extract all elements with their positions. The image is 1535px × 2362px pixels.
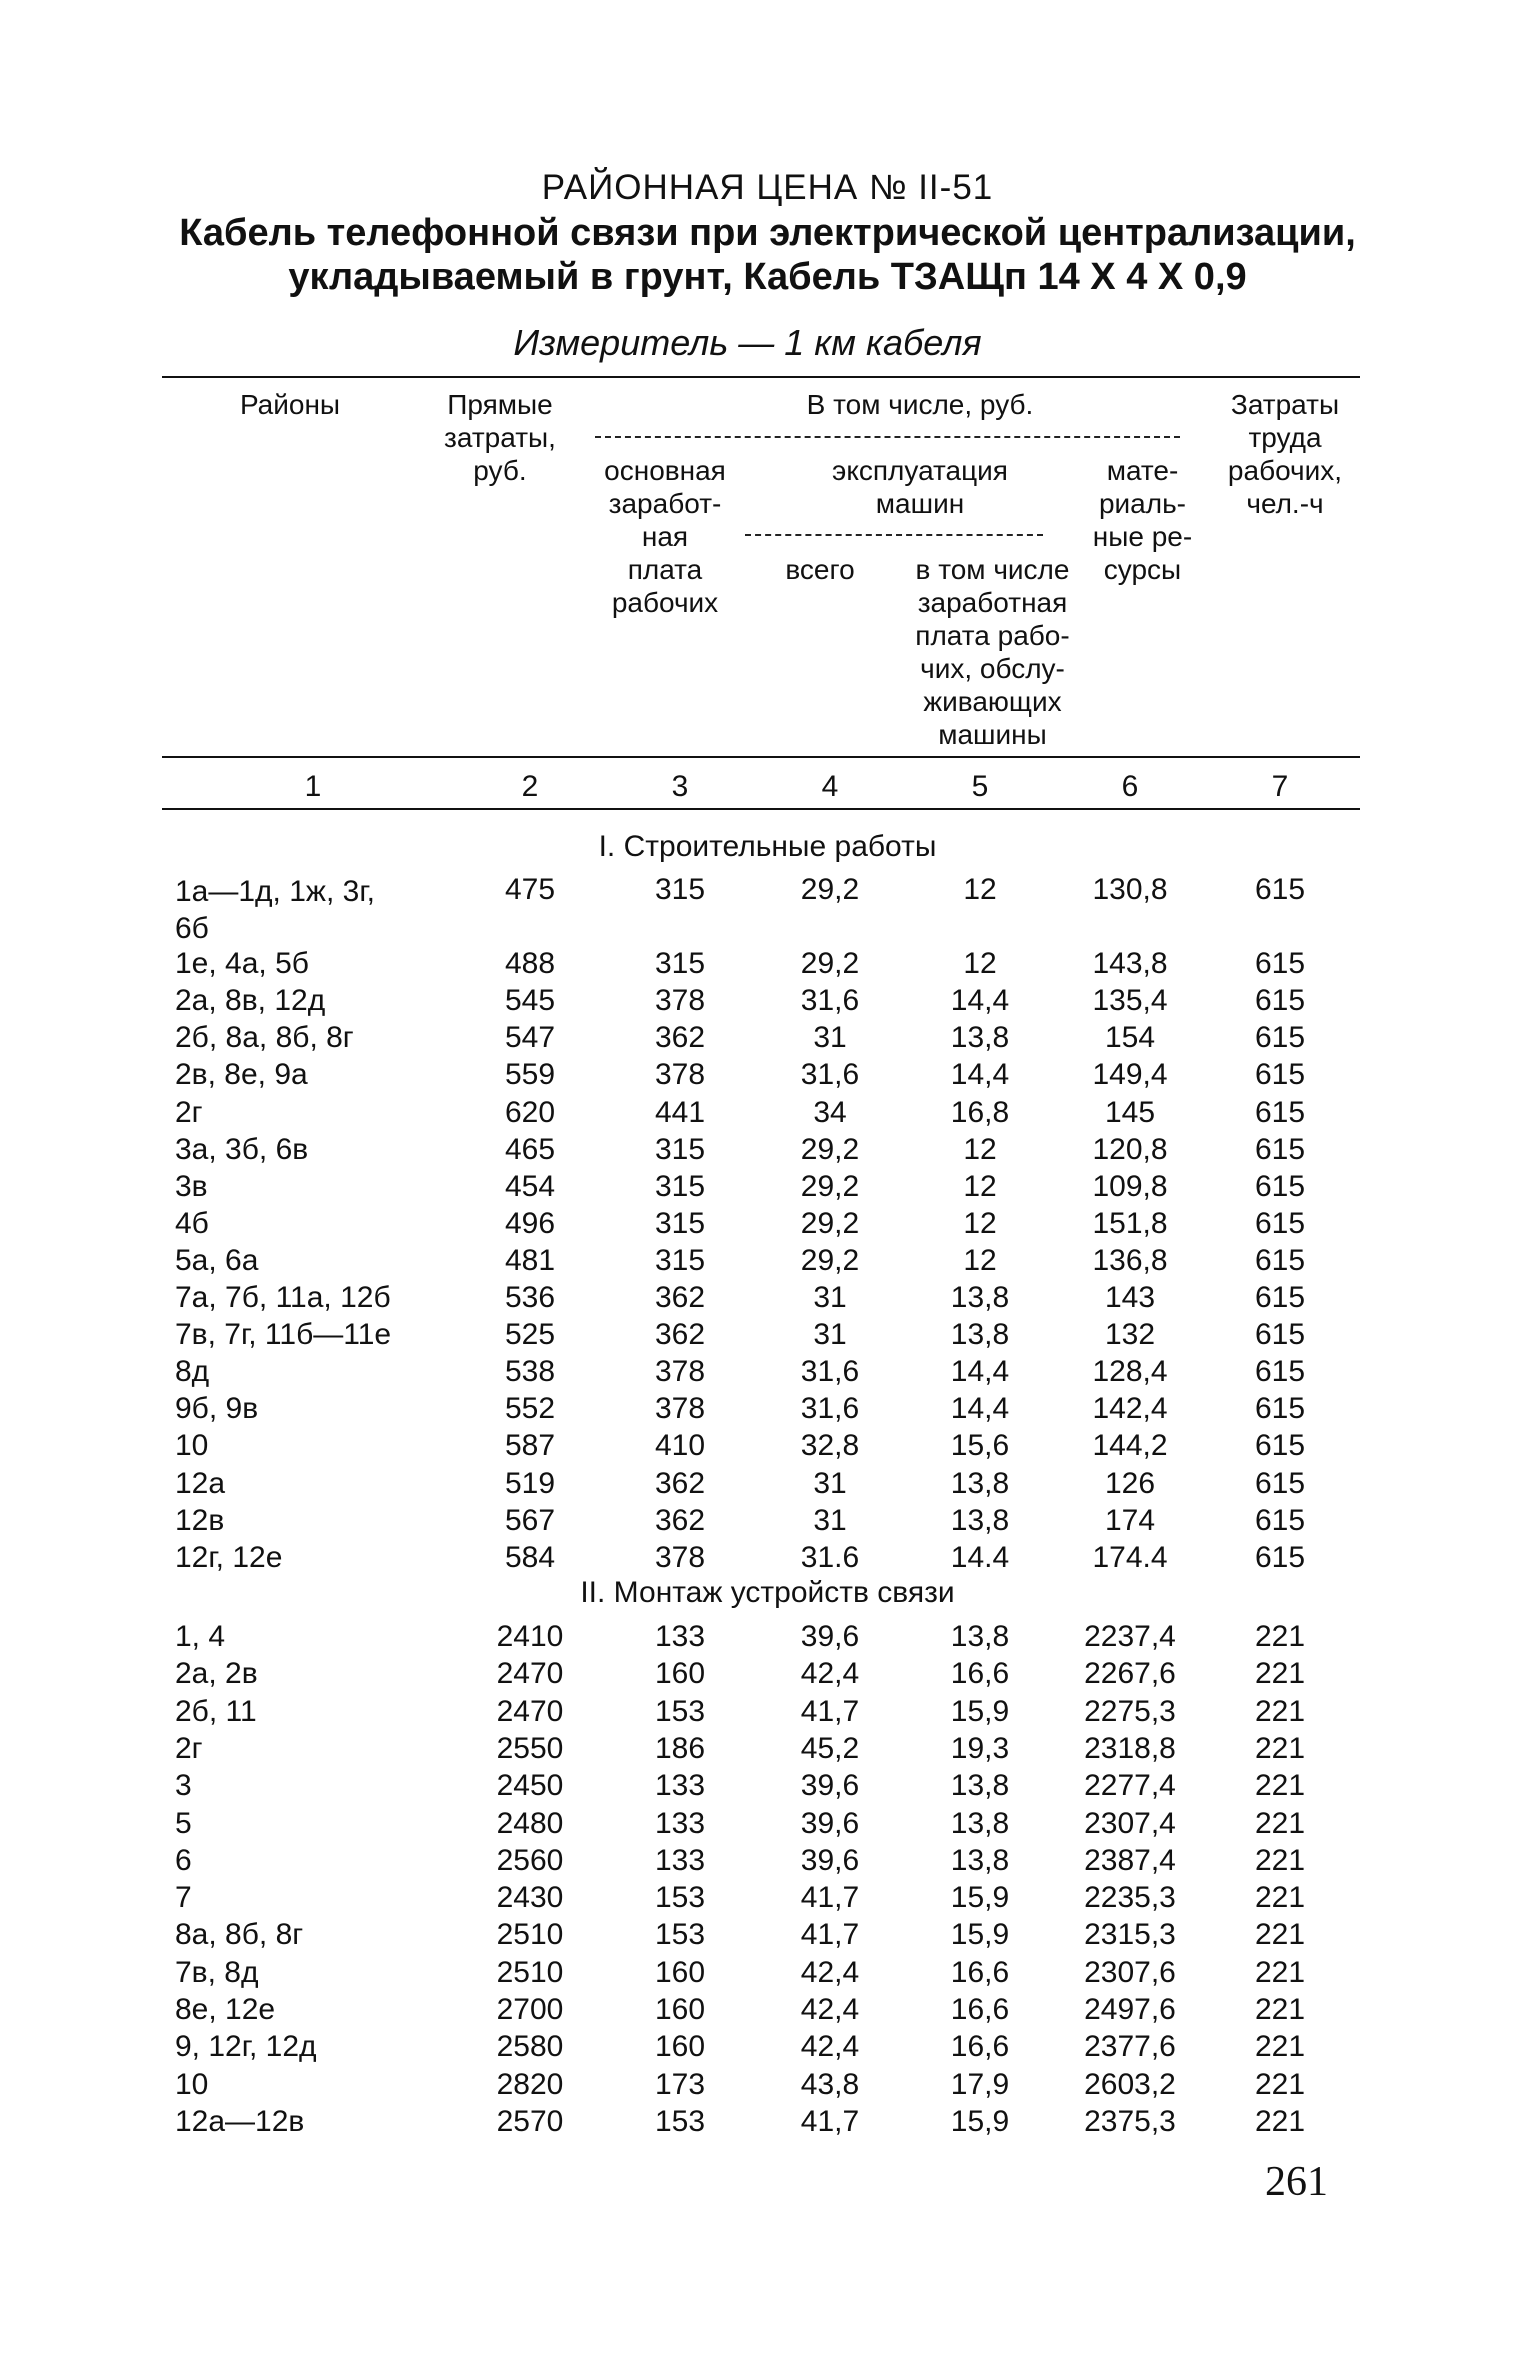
- value-cell: 315: [654, 1132, 706, 1166]
- value-cell: 39,6: [800, 1843, 860, 1877]
- table-row: [0, 947, 1535, 983]
- value-cell: 13,8: [950, 1281, 1010, 1314]
- value-cell: 15,9: [950, 1918, 1010, 1952]
- header-regions: Районы: [239, 389, 341, 420]
- value-cell: 149,4: [1092, 1058, 1168, 1092]
- value-cell: 620: [504, 1095, 556, 1129]
- value-cell: 496: [504, 1206, 556, 1240]
- value-cell: 109,8: [1092, 1169, 1168, 1203]
- value-cell: 2377,6: [1084, 2030, 1176, 2064]
- value-cell: 488: [504, 947, 556, 981]
- value-cell: 2237,4: [1084, 1620, 1176, 1653]
- value-cell: 17,9: [950, 2067, 1010, 2101]
- value-cell: 130,8: [1092, 873, 1168, 906]
- value-cell: 29,2: [800, 1132, 860, 1166]
- value-cell: 315: [654, 873, 706, 906]
- column-number: 4: [821, 770, 839, 803]
- value-cell: 221: [1254, 1881, 1306, 1915]
- value-cell: 615: [1254, 1021, 1306, 1055]
- value-cell: 615: [1254, 1318, 1306, 1352]
- value-cell: 153: [654, 1881, 706, 1915]
- value-cell: 525: [504, 1318, 556, 1352]
- table-row: [0, 1769, 1535, 1805]
- table-row: [0, 1429, 1535, 1465]
- value-cell: 133: [654, 1806, 706, 1840]
- value-cell: 144,2: [1092, 1429, 1168, 1463]
- value-cell: 12: [963, 947, 997, 981]
- value-cell: 42,4: [800, 1955, 860, 1989]
- district-cell: 9, 12г, 12д: [175, 2030, 317, 2064]
- value-cell: 315: [654, 1169, 706, 1203]
- value-cell: 378: [654, 1392, 706, 1426]
- table-row: [0, 1956, 1535, 1992]
- value-cell: 19,3: [950, 1731, 1010, 1765]
- value-cell: 136,8: [1092, 1243, 1168, 1277]
- table-row: [0, 1281, 1535, 1317]
- value-cell: 42,4: [800, 1993, 860, 2026]
- district-cell: 10: [175, 2067, 209, 2101]
- value-cell: 133: [654, 1769, 706, 1803]
- value-cell: 2470: [496, 1657, 564, 1691]
- value-cell: 221: [1254, 2030, 1306, 2064]
- value-cell: 2510: [496, 1918, 564, 1952]
- header-machines-wage: в том числе заработная плата рабо- чих, обслу- живающих машины: [915, 554, 1070, 750]
- value-cell: 34: [813, 1095, 847, 1129]
- value-cell: 2510: [496, 1955, 564, 1989]
- value-cell: 221: [1254, 1918, 1306, 1952]
- value-cell: 31,6: [800, 1355, 860, 1389]
- table-row: [0, 1096, 1535, 1132]
- column-number: 6: [1121, 770, 1139, 803]
- value-cell: 615: [1254, 1058, 1306, 1092]
- value-cell: 13,8: [950, 1769, 1010, 1803]
- table-row: [0, 1918, 1535, 1954]
- value-cell: 29,2: [800, 1206, 860, 1240]
- value-cell: 133: [654, 1843, 706, 1877]
- value-cell: 142,4: [1092, 1392, 1168, 1426]
- value-cell: 29,2: [800, 873, 860, 906]
- district-cell: 3: [175, 1769, 192, 1803]
- header-labor: Затраты труда рабочих, чел.-ч: [1227, 389, 1343, 519]
- value-cell: 2375,3: [1084, 2104, 1176, 2138]
- district-cell: 12а: [175, 1466, 226, 1500]
- page-number: 261: [1265, 2159, 1328, 2205]
- district-cell: 6: [175, 1843, 192, 1877]
- value-cell: 16,6: [950, 1657, 1010, 1691]
- value-cell: 615: [1254, 1132, 1306, 1166]
- value-cell: 615: [1254, 1540, 1306, 1574]
- district-cell: 3в: [175, 1169, 208, 1203]
- table-row: [0, 1133, 1535, 1169]
- value-cell: 221: [1254, 1843, 1306, 1877]
- table-row: [0, 1504, 1535, 1540]
- value-cell: 2410: [496, 1620, 564, 1653]
- value-cell: 615: [1254, 1503, 1306, 1537]
- value-cell: 2318,8: [1084, 1731, 1176, 1765]
- value-cell: 221: [1254, 1620, 1306, 1653]
- value-cell: 41,7: [800, 1694, 860, 1728]
- value-cell: 12: [963, 873, 997, 906]
- table-row: [0, 1058, 1535, 1094]
- value-cell: 120,8: [1092, 1132, 1168, 1166]
- value-cell: 186: [654, 1731, 706, 1765]
- table-row: [0, 984, 1535, 1020]
- value-cell: 31: [813, 1466, 847, 1500]
- value-cell: 615: [1254, 1392, 1306, 1426]
- value-cell: 12: [963, 1243, 997, 1277]
- value-cell: 2497,6: [1084, 1993, 1176, 2026]
- value-cell: 2700: [496, 1993, 564, 2026]
- value-cell: 221: [1254, 2067, 1306, 2101]
- value-cell: 465: [504, 1132, 556, 1166]
- value-cell: 2820: [496, 2067, 564, 2101]
- value-cell: 31.6: [800, 1540, 860, 1574]
- value-cell: 160: [654, 1955, 706, 1989]
- value-cell: 16,8: [950, 1095, 1010, 1129]
- district-cell: 1, 4: [175, 1620, 226, 1653]
- district-cell: 12а—12в: [175, 2104, 305, 2138]
- value-cell: 160: [654, 2030, 706, 2064]
- table-row: [0, 1657, 1535, 1693]
- value-cell: 552: [504, 1392, 556, 1426]
- value-cell: 362: [654, 1466, 706, 1500]
- district-cell: 8д: [175, 1355, 210, 1389]
- value-cell: 15,9: [950, 1881, 1010, 1915]
- value-cell: 42,4: [800, 1657, 860, 1691]
- district-cell: 7а, 7б, 11а, 12б: [175, 1281, 391, 1314]
- value-cell: 13,8: [950, 1843, 1010, 1877]
- value-cell: 16,6: [950, 1955, 1010, 1989]
- value-cell: 2470: [496, 1694, 564, 1728]
- value-cell: 567: [504, 1503, 556, 1537]
- value-cell: 2307,4: [1084, 1806, 1176, 1840]
- value-cell: 145: [1104, 1095, 1156, 1129]
- value-cell: 132: [1104, 1318, 1156, 1352]
- value-cell: 2277,4: [1084, 1769, 1176, 1803]
- value-cell: 2387,4: [1084, 1843, 1176, 1877]
- value-cell: 31,6: [800, 1058, 860, 1092]
- value-cell: 2235,3: [1084, 1881, 1176, 1915]
- value-cell: 2550: [496, 1731, 564, 1765]
- value-cell: 173: [654, 2067, 706, 2101]
- table-row: [0, 2068, 1535, 2104]
- table-row: [0, 1318, 1535, 1354]
- value-cell: 315: [654, 1206, 706, 1240]
- table-row: [0, 1807, 1535, 1843]
- value-cell: 587: [504, 1429, 556, 1463]
- value-cell: 221: [1254, 1806, 1306, 1840]
- table-row: [0, 1732, 1535, 1768]
- value-cell: 13,8: [950, 1806, 1010, 1840]
- table-row: [0, 1467, 1535, 1503]
- value-cell: 143: [1104, 1281, 1156, 1314]
- value-cell: 31: [813, 1281, 847, 1314]
- value-cell: 615: [1254, 1355, 1306, 1389]
- header-base-wage: основная заработ- ная плата рабочих: [604, 455, 726, 618]
- value-cell: 16,6: [950, 2030, 1010, 2064]
- value-cell: 584: [504, 1540, 556, 1574]
- value-cell: 615: [1254, 947, 1306, 981]
- value-cell: 128,4: [1092, 1355, 1168, 1389]
- value-cell: 14.4: [950, 1540, 1010, 1574]
- value-cell: 615: [1254, 1095, 1306, 1129]
- column-number: 3: [671, 770, 689, 803]
- value-cell: 615: [1254, 1466, 1306, 1500]
- value-cell: 362: [654, 1021, 706, 1055]
- value-cell: 2560: [496, 1843, 564, 1877]
- subtitle-line-1: Кабель телефонной связи при электрической централизации,: [179, 212, 1356, 254]
- header-machines-total: всего: [785, 554, 855, 585]
- value-cell: 2580: [496, 2030, 564, 2064]
- value-cell: 153: [654, 1694, 706, 1728]
- value-cell: 143,8: [1092, 947, 1168, 981]
- value-cell: 41,7: [800, 1881, 860, 1915]
- value-cell: 2430: [496, 1881, 564, 1915]
- value-cell: 13,8: [950, 1620, 1010, 1653]
- subtitle-line-2: укладываемый в грунт, Кабель ТЗАЩп 14 X 4 X 0,9: [288, 256, 1247, 298]
- value-cell: 31: [813, 1021, 847, 1055]
- column-number: 5: [971, 770, 989, 803]
- value-cell: 29,2: [800, 1243, 860, 1277]
- value-cell: 559: [504, 1058, 556, 1092]
- value-cell: 14,4: [950, 1058, 1010, 1092]
- district-cell: 2г: [175, 1095, 203, 1129]
- value-cell: 31: [813, 1503, 847, 1537]
- district-cell: 4б: [175, 1206, 209, 1240]
- value-cell: 221: [1254, 1694, 1306, 1728]
- value-cell: 153: [654, 2104, 706, 2138]
- value-cell: 31,6: [800, 984, 860, 1018]
- value-cell: 221: [1254, 1731, 1306, 1765]
- district-cell: 9б, 9в: [175, 1392, 259, 1426]
- table-row: [0, 2030, 1535, 2066]
- value-cell: 13,8: [950, 1021, 1010, 1055]
- value-cell: 13,8: [950, 1318, 1010, 1352]
- value-cell: 31,6: [800, 1392, 860, 1426]
- table-row: [0, 1541, 1535, 1577]
- value-cell: 615: [1254, 984, 1306, 1018]
- district-cell: 5а, 6а: [175, 1243, 259, 1277]
- district-cell: 2а, 8в, 12д: [175, 984, 326, 1018]
- column-number: 1: [304, 770, 322, 803]
- table-row: [0, 873, 1535, 945]
- value-cell: 378: [654, 1058, 706, 1092]
- value-cell: 12: [963, 1132, 997, 1166]
- value-cell: 154: [1104, 1021, 1156, 1055]
- value-cell: 221: [1254, 1993, 1306, 2026]
- table-row: [0, 1844, 1535, 1880]
- value-cell: 475: [504, 873, 556, 906]
- table-row: [0, 1244, 1535, 1280]
- value-cell: 221: [1254, 2104, 1306, 2138]
- value-cell: 14,4: [950, 984, 1010, 1018]
- value-cell: 39,6: [800, 1620, 860, 1653]
- district-cell: 2б, 8а, 8б, 8г: [175, 1021, 354, 1055]
- value-cell: 615: [1254, 1429, 1306, 1463]
- value-cell: 2315,3: [1084, 1918, 1176, 1952]
- value-cell: 41,7: [800, 2104, 860, 2138]
- district-cell: 8е, 12е: [175, 1993, 276, 2026]
- value-cell: 31: [813, 1318, 847, 1352]
- district-cell: 3а, 3б, 6в: [175, 1132, 309, 1166]
- value-cell: 29,2: [800, 1169, 860, 1203]
- value-cell: 32,8: [800, 1429, 860, 1463]
- value-cell: 39,6: [800, 1806, 860, 1840]
- value-cell: 14,4: [950, 1355, 1010, 1389]
- value-cell: 378: [654, 1355, 706, 1389]
- value-cell: 315: [654, 1243, 706, 1277]
- district-cell: 1е, 4а, 5б: [175, 947, 309, 981]
- district-cell: 7в, 7г, 11б—11е: [175, 1318, 392, 1352]
- district-cell: 2г: [175, 1731, 203, 1765]
- section-title-installation: II. Монтаж устройств связи: [580, 1576, 955, 1609]
- district-cell: 7в, 8д: [175, 1955, 259, 1989]
- value-cell: 160: [654, 1657, 706, 1691]
- value-cell: 454: [504, 1169, 556, 1203]
- district-cell: 7: [175, 1881, 192, 1915]
- value-cell: 12: [963, 1169, 997, 1203]
- column-number: 2: [521, 770, 539, 803]
- district-cell: 12в: [175, 1503, 225, 1537]
- district-cell: 10: [175, 1429, 209, 1463]
- table-row: [0, 2105, 1535, 2141]
- value-cell: 133: [654, 1620, 706, 1653]
- district-cell: 2б, 11: [175, 1694, 257, 1728]
- value-cell: 42,4: [800, 2030, 860, 2064]
- value-cell: 221: [1254, 1955, 1306, 1989]
- value-cell: 43,8: [800, 2067, 860, 2101]
- value-cell: 615: [1254, 1281, 1306, 1314]
- column-number: 7: [1271, 770, 1289, 803]
- value-cell: 15,9: [950, 2104, 1010, 2138]
- value-cell: 13,8: [950, 1503, 1010, 1537]
- value-cell: 29,2: [800, 947, 860, 981]
- value-cell: 362: [654, 1503, 706, 1537]
- value-cell: 378: [654, 984, 706, 1018]
- value-cell: 160: [654, 1993, 706, 2026]
- value-cell: 45,2: [800, 1731, 860, 1765]
- value-cell: 14,4: [950, 1392, 1010, 1426]
- value-cell: 362: [654, 1281, 706, 1314]
- value-cell: 174.4: [1092, 1540, 1168, 1574]
- district-cell: 1а—1д, 1ж, 3г, 6б: [175, 875, 375, 945]
- value-cell: 2570: [496, 2104, 564, 2138]
- value-cell: 545: [504, 984, 556, 1018]
- value-cell: 2307,6: [1084, 1955, 1176, 1989]
- value-cell: 2275,3: [1084, 1694, 1176, 1728]
- header-materials: мате- риаль- ные ре- сурсы: [1092, 455, 1193, 585]
- value-cell: 39,6: [800, 1769, 860, 1803]
- table-row: [0, 1021, 1535, 1057]
- value-cell: 615: [1254, 873, 1306, 906]
- value-cell: 615: [1254, 1206, 1306, 1240]
- value-cell: 153: [654, 1918, 706, 1952]
- value-cell: 221: [1254, 1769, 1306, 1803]
- value-cell: 2603,2: [1084, 2067, 1176, 2101]
- district-cell: 2а, 2в: [175, 1657, 258, 1691]
- header-direct-costs: Прямые затраты, руб.: [444, 389, 556, 486]
- value-cell: 538: [504, 1355, 556, 1389]
- table-row: [0, 1355, 1535, 1391]
- value-cell: 15,9: [950, 1694, 1010, 1728]
- value-cell: 15,6: [950, 1429, 1010, 1463]
- table-row: [0, 1620, 1535, 1656]
- value-cell: 221: [1254, 1657, 1306, 1691]
- header-machines: эксплуатация машин: [832, 455, 1008, 519]
- header-including: В том числе, руб.: [806, 389, 1034, 420]
- measure-unit: Измеритель — 1 км кабеля: [513, 322, 982, 363]
- value-cell: 410: [654, 1429, 706, 1463]
- value-cell: 615: [1254, 1169, 1306, 1203]
- value-cell: 378: [654, 1540, 706, 1574]
- value-cell: 315: [654, 947, 706, 981]
- table-row: [0, 1881, 1535, 1917]
- district-cell: 2в, 8е, 9а: [175, 1058, 308, 1092]
- value-cell: 2267,6: [1084, 1657, 1176, 1691]
- value-cell: 13,8: [950, 1466, 1010, 1500]
- district-cell: 5: [175, 1806, 192, 1840]
- value-cell: 2480: [496, 1806, 564, 1840]
- district-cell: 8а, 8б, 8г: [175, 1918, 304, 1952]
- district-cell: 12г, 12е: [175, 1540, 283, 1574]
- value-cell: 16,6: [950, 1993, 1010, 2026]
- value-cell: 151,8: [1092, 1206, 1168, 1240]
- value-cell: 441: [654, 1095, 706, 1129]
- table-row: [0, 1392, 1535, 1428]
- value-cell: 41,7: [800, 1918, 860, 1952]
- section-title-construction: I. Строительные работы: [598, 830, 937, 863]
- table-row: [0, 1170, 1535, 1206]
- table-row: [0, 1993, 1535, 2029]
- value-cell: 126: [1104, 1466, 1156, 1500]
- table-row: [0, 1207, 1535, 1243]
- value-cell: 135,4: [1092, 984, 1168, 1018]
- value-cell: 536: [504, 1281, 556, 1314]
- page-title: РАЙОННАЯ ЦЕНА № II-51: [541, 168, 994, 207]
- value-cell: 362: [654, 1318, 706, 1352]
- value-cell: 615: [1254, 1243, 1306, 1277]
- value-cell: 2450: [496, 1769, 564, 1803]
- table-row: [0, 1695, 1535, 1731]
- value-cell: 547: [504, 1021, 556, 1055]
- value-cell: 519: [504, 1466, 556, 1500]
- value-cell: 174: [1104, 1503, 1156, 1537]
- value-cell: 481: [504, 1243, 556, 1277]
- value-cell: 12: [963, 1206, 997, 1240]
